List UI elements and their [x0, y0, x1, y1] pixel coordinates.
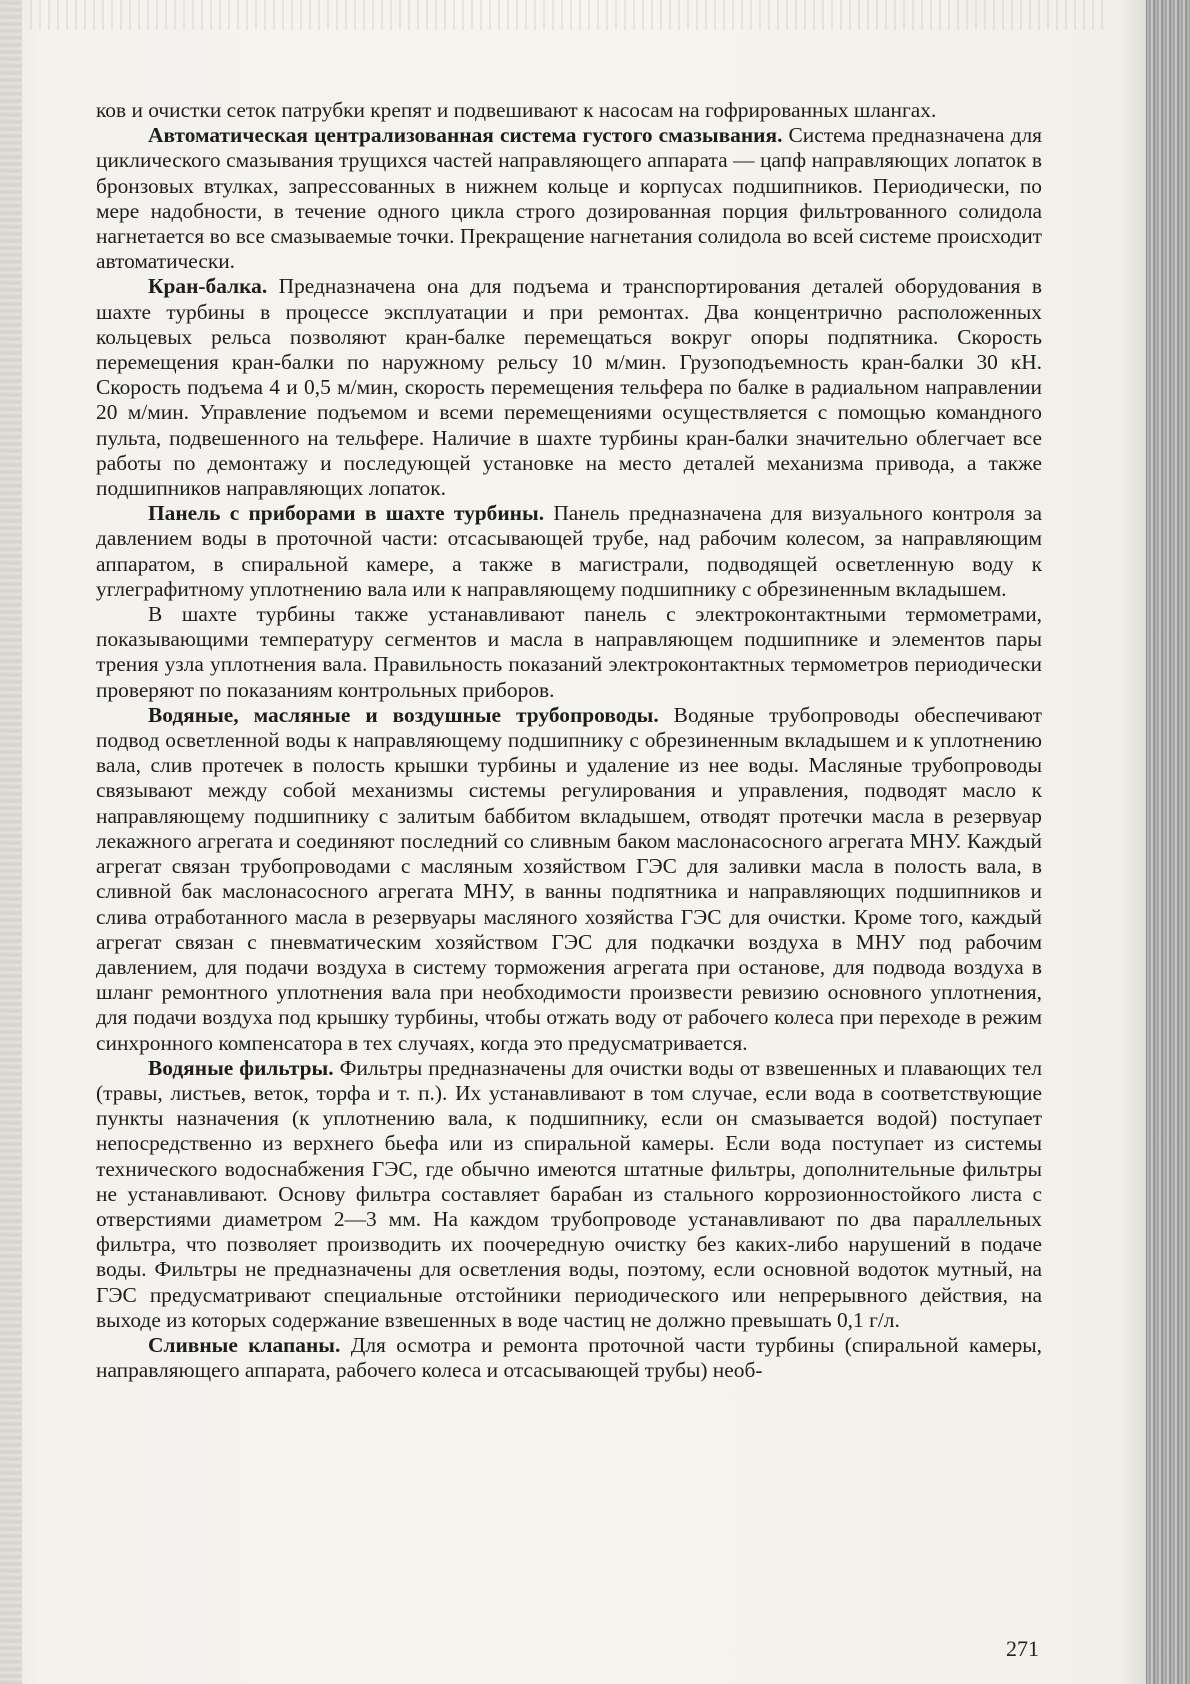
- section-heading: Сливные клапаны.: [148, 1332, 341, 1357]
- right-book-edge: [1146, 0, 1190, 1684]
- page-number: 271: [1006, 1636, 1039, 1661]
- section-heading: Водяные фильтры.: [148, 1055, 334, 1080]
- paragraph-lubrication-system: Автоматическая централизованная система густого смазывания. Система предназначена для циклического смазывания трущихся частей направляющего аппарата — цапф направляющих лопаток в бронзовых втулках, запрессованных в нижнем кольце и корпусах подшипников. Периодически, по мере надобности, в течение одного цикла строго дозированная порция фильтрованного солидола нагнетается во все смазываемые точки. Прекращение нагнетания солидола во всей системе происходит автоматически.: [96, 123, 1042, 274]
- section-heading: Панель с приборами в шахте турбины.: [148, 501, 545, 526]
- top-scan-noise: [30, 0, 1110, 30]
- body-text: [96, 98, 1042, 1383]
- paragraph-drain-valves: Сливные клапаны. Для осмотра и ремонта проточной части турбины (спиральной камеры, направляющего аппарата, рабочего колеса и отсасывающей трубы) необ-: [96, 1332, 1042, 1383]
- paragraph-crane-beam: Кран-балка. Предназначена она для подъема и транспортирования деталей оборудования в шахте турбины в процессе эксплуатации и при ремонтах. Два концентрично расположенных кольцевых рельса позволяют кран-балке перемещаться вокруг опоры подпятника. Скорость перемещения кран-балки по наружному рельсу 10 м/мин. Грузоподъемность кран-балки 30 кН. Скорость подъема 4 и 0,5 м/мин, скорость перемещения тельфера по балке в радиальном направлении 20 м/мин. Управление подъемом и всеми перемещениями осуществляется с помощью командного пульта, подвешенного на тельфере. Наличие в шахте турбины кран-балки значительно облегчает все работы по демонтажу и последующей установке на место деталей механизма привода, а также подшипников направляющих лопаток.: [96, 274, 1042, 501]
- paragraph-thermometers: В шахте турбины также устанавливают панель с электроконтактными термометрами, показывающими температуру сегментов и масла в направляющем подшипнике и элементов пары трения узла уплотнения вала. Правильность показаний электроконтактных термометров периодически проверяют по показаниям контрольных приборов.: [96, 602, 1042, 702]
- paragraph-pipelines: Водяные, масляные и воздушные трубопроводы. Водяные трубопроводы обеспечивают подвод осветленной воды к направляющему подшипнику с обрезиненным вкладышем и к уплотнению вала, слив протечек в полость крышки турбины и удаление из нее воды. Масляные трубопроводы связывают между собой механизмы системы регулирования и управления, подводят масло к направляющему подшипнику с залитым баббитом вкладышем, отводят протечки масла в резервуар лекажного агрегата и соединяют последний со сливным баком маслонасосного агрегата МНУ. Каждый агрегат связан трубопроводами с масляным хозяйством ГЭС для заливки масла в полость вала, в сливной бак маслонасосного агрегата МНУ, в ванны подпятника и направляющих подшипников и слива отработанного масла в резервуары масляного хозяйства ГЭС для очистки. Кроме того, каждый агрегат связан с пневматическим хозяйством ГЭС для подкачки воздуха в МНУ под рабочим давлением, для подачи воздуха в систему торможения агрегата при останове, для подвода воздуха в шланг ремонтного уплотнения вала при необходимости произвести ревизию основного уплотнения, для подачи воздуха под крышку турбины, чтобы отжать воду от рабочего колеса при переходе в режим синхронного компенсатора в тех случаях, когда это предусматривается.: [96, 702, 1042, 1055]
- left-page-edge: [0, 0, 22, 1684]
- paragraph-water-filters: Водяные фильтры. Фильтры предназначены для очистки воды от взвешенных и плавающих тел (травы, листьев, веток, торфа и т. п.). Их устанавливают в том случае, если вода в соответствующие пункты назначения (к уплотнению вала, к подшипнику, если он смазывается водой) поступает непосредственно из верхнего бьефа или из спиральной камеры. Если вода поступает из системы технического водоснабжения ГЭС, где обычно имеются штатные фильтры, дополнительные фильтры не устанавливают. Основу фильтра составляет барабан из стального коррозионностойкого листа с отверстиями диаметром 2—3 мм. На каждом трубопроводе устанавливают по два параллельных фильтра, что позволяет производить их поочередную очистку без каких-либо нарушений в подаче воды. Фильтры не предназначены для осветления воды, поэтому, если основной водоток мутный, на ГЭС предусматривают специальные отстойники периодического или непрерывного действия, на выходе из которых содержание взвешенных в воде частиц не должно превышать 0,1 г/л.: [96, 1055, 1042, 1332]
- paragraph-continuation: ков и очистки сеток патрубки крепят и подвешивают к насосам на гофрированных шлангах.: [96, 98, 937, 122]
- section-heading: Автоматическая централизованная система густого смазывания.: [148, 123, 783, 148]
- section-heading: Кран-балка.: [148, 274, 268, 299]
- paragraph-instrument-panel: Панель с приборами в шахте турбины. Панель предназначена для визуального контроля за давлением воды в проточной части: отсасывающей трубе, над рабочим колесом, за направляющим аппаратом, в спиральной камере, а также в магистрали, подводящей осветленную воду к углеграфитному уплотнению вала или к направляющему подшипнику с обрезиненным вкладышем.: [96, 501, 1042, 601]
- section-heading: Водяные, масляные и воздушные трубопроводы.: [148, 702, 659, 727]
